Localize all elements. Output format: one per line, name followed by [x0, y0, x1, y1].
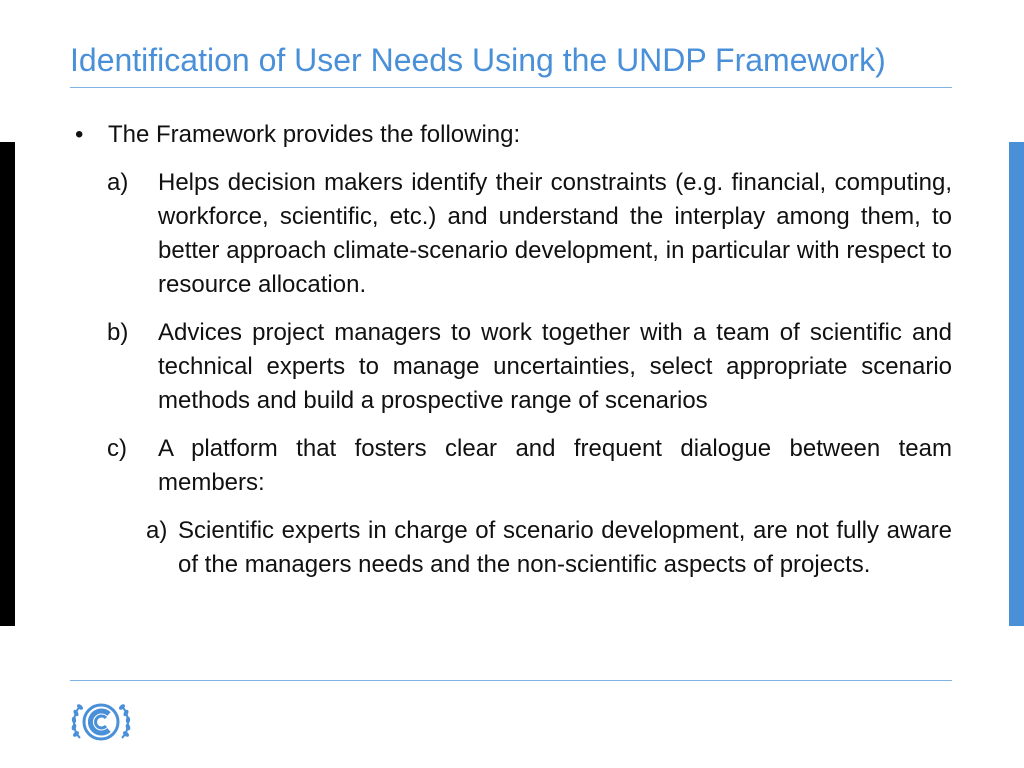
list-item-marker: c): [107, 435, 127, 462]
title-divider: [70, 87, 952, 88]
left-accent-bar: [0, 142, 15, 626]
list-item-marker: a): [107, 169, 129, 196]
bullet-point: [70, 118, 952, 152]
list-item-a: [70, 166, 952, 302]
list-item-text: Helps decision makers identify their constraints (e.g. financial, computing, workforce, scientific, etc.) and understand the interplay among them, to better approach climate-scenario development, in particular with respect to resource allocation.: [158, 169, 952, 298]
list-item-text: A platform that fosters clear and frequent dialogue between team members:: [158, 435, 952, 496]
list-item-b: [70, 316, 952, 418]
slide-content: [70, 118, 952, 582]
list-item-text: Advices project managers to work together with a team of scientific and technical experts to manage uncertainties, select appropriate scenario methods and build a prospective range of scenarios: [158, 319, 952, 414]
list-item-c: [70, 432, 952, 500]
bullet-symbol: •: [75, 121, 84, 148]
footer-divider: [70, 680, 952, 681]
sub-list-item-marker: a): [146, 517, 168, 544]
sub-list-item-text: Scientific experts in charge of scenario development, are not fully aware of the managers needs and the non-scientific aspects of projects.: [178, 517, 952, 578]
list-item-marker: b): [107, 319, 129, 346]
right-accent-bar: [1009, 142, 1024, 626]
unfccc-logo-icon: [66, 694, 136, 750]
sub-list-item-a: [70, 514, 952, 582]
bullet-text: The Framework provides the following:: [108, 121, 521, 148]
slide-title: Identification of User Needs Using the UNDP Framework): [70, 42, 886, 78]
